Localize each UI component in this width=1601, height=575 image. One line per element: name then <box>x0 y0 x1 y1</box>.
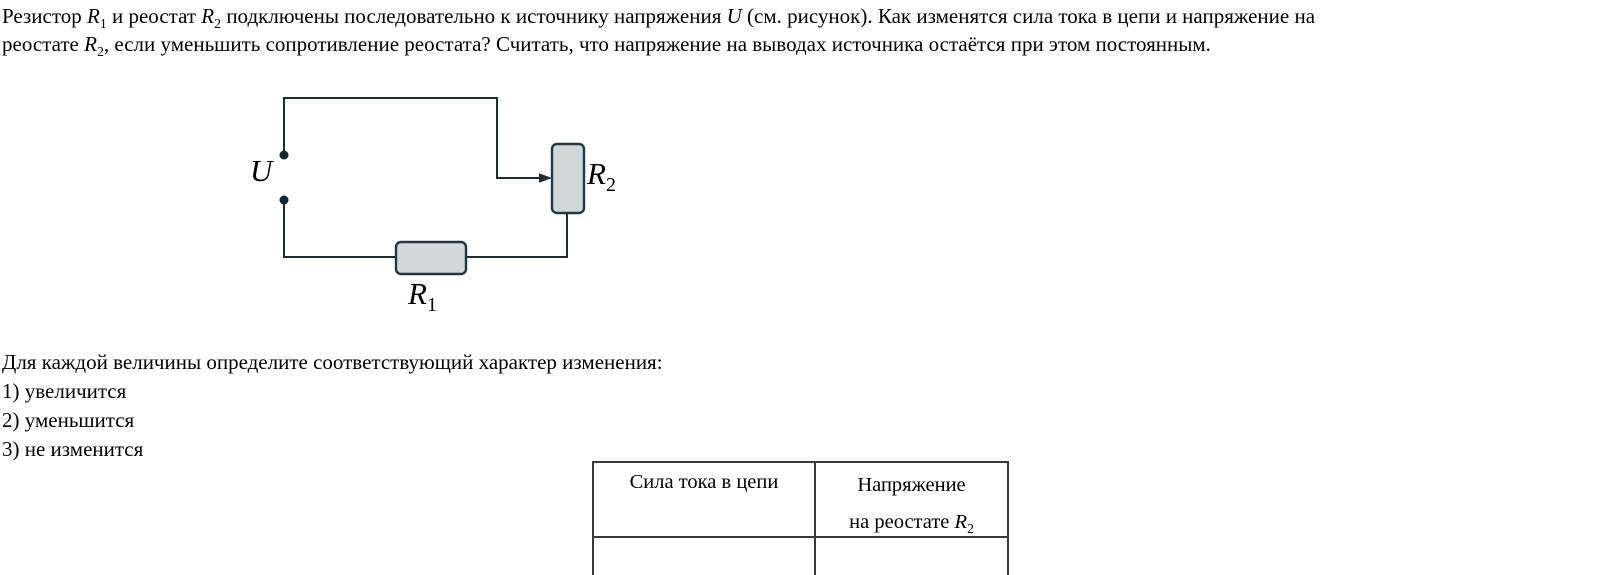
problem-text: , если уменьшить сопротивление реостата? Считать, что напряжение на выводах источника остаётся при этом постоянным. <box>103 32 1211 56</box>
math-var-r1: R <box>408 276 427 311</box>
rheostat-r2-box <box>552 144 584 213</box>
math-sub: 2 <box>967 521 974 537</box>
table-header-voltage <box>816 463 1007 538</box>
table-header-current <box>594 463 816 538</box>
answer-cell-voltage <box>816 538 1007 575</box>
math-var-r2: R <box>201 4 215 28</box>
math-sub: 2 <box>214 16 222 32</box>
problem-text: реостате <box>2 32 85 56</box>
answer-table <box>592 461 1009 575</box>
circuit-wires <box>284 98 567 257</box>
header-text <box>816 504 1007 541</box>
math-var-r2: R <box>954 511 968 533</box>
math-sub: 2 <box>605 174 616 197</box>
math-var-r2: R <box>84 32 97 56</box>
header-text: на реостате <box>849 511 955 533</box>
header-text: Напряжение <box>857 474 966 496</box>
resistor-r1-box <box>396 242 466 274</box>
problem-text: и реостат <box>106 4 202 28</box>
math-sub: 1 <box>426 294 437 317</box>
answer-cell-current <box>594 538 816 575</box>
header-text: Сила тока в цепи <box>629 471 779 493</box>
option-increase: 1) увеличится <box>2 379 127 403</box>
circuit-svg <box>240 80 660 320</box>
option-no-change: 3) не изменится <box>2 437 144 461</box>
rheostat-r2-label <box>587 156 616 197</box>
math-var-u: U <box>726 4 742 28</box>
math-var-r2: R <box>587 156 606 191</box>
math-var-u: U <box>250 153 273 188</box>
source-voltage-label <box>250 153 272 189</box>
math-var-r1: R <box>86 4 100 28</box>
source-terminal-dot-bottom <box>280 196 289 205</box>
problem-line-1 <box>2 2 1315 30</box>
math-sub: 1 <box>99 16 107 32</box>
math-sub: 2 <box>96 44 104 60</box>
option-decrease: 2) уменьшится <box>2 408 135 432</box>
resistor-r1-label <box>408 276 437 317</box>
problem-line-2 <box>2 30 1315 58</box>
problem-statement <box>2 2 1315 58</box>
circuit-diagram <box>240 80 660 320</box>
task-intro: Для каждой величины определите соответствующий характер изменения: <box>2 350 663 374</box>
problem-text: (см. рисунок). Как изменятся сила тока в цепи и напряжение на <box>741 4 1316 28</box>
source-terminal-dot-top <box>280 151 289 160</box>
problem-text: подключены последовательно к источнику напряжения <box>221 4 727 28</box>
problem-text: Резистор <box>2 4 87 28</box>
rheostat-arrow-icon <box>539 173 552 183</box>
change-options-list <box>2 348 663 464</box>
